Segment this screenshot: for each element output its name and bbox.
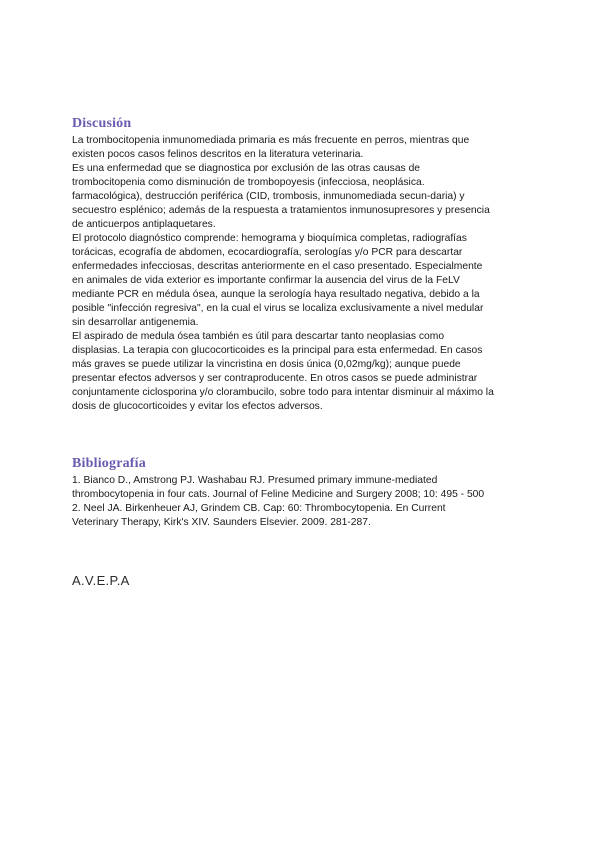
bibliography-list (72, 474, 534, 530)
discussion-body (72, 134, 534, 414)
bibliography-heading: Bibliografía (72, 456, 146, 471)
discussion-paragraph: Es una enfermedad que se diagnostica por exclusión de las otras causas de trombocitopenia como disminución de trombopoyesis (infecciosa, neoplásica. farmacológica), destrucción periférica (CID, trombosis, inmunomediada secun-daria) y secuestro esplénico; además de la respuesta a tratamientos inmunosupresores y presencia de anticuerpos antiplaquetares. (72, 163, 490, 230)
discussion-paragraph: La trombocitopenia inmunomediada primaria es más frecuente en perros, mientras que existen pocos casos felinos descritos en la literatura veterinaria. (72, 135, 470, 160)
discussion-heading: Discusión (72, 116, 132, 131)
discussion-paragraph: El aspirado de medula ósea también es útil para descartar tanto neoplasias como displasias. La terapia con glucocorticoides es la principal para esta enfermedad. En casos más graves se puede utilizar la vincristina en dosis única (0,02mg/kg); aunque puede presentar efectos adversos y ser contraproducente. En otros casos se puede administrar conjuntamente ciclosporina y/o clorambucilo, sobre todo para intentar disminuir al máximo la dosis de glucocorticoides y evitar los efectos adversos. (72, 331, 494, 412)
bibliography-entry: 1. Bianco D., Amstrong PJ. Washabau RJ. Presumed primary immune-mediated thrombocytopenia in four cats. Journal of Feline Medicine and Surgery 2008; 10: 495 - 500 (72, 475, 485, 500)
bibliography-entry: 2. Neel JA. Birkenheuer AJ, Grindem CB. Cap: 60: Thrombocytopenia. En Current Veterinary Therapy, Kirk's XIV. Saunders Elsevier. 2009. 281-287. (72, 503, 446, 528)
discussion-paragraph: El protocolo diagnóstico comprende: hemograma y bioquímica completas, radiografías torácicas, ecografía de abdomen, ecocardiografía, serologías y/o PCR para descartar enfermedades infecciosas, descritas anteriormente en el caso presentado. Especialmente en animales de vida exterior es importante confirmar la ausencia del virus de la FeLV mediante PCR en médula ósea, aunque la serología haya resultado negativa, debido a la posible "infección regresiva", en la cual el virus se localiza exclusivamente a nivel medular sin desarrollar antigenemia. (72, 233, 484, 328)
organization-signature: A.V.E.P.A (72, 573, 130, 588)
